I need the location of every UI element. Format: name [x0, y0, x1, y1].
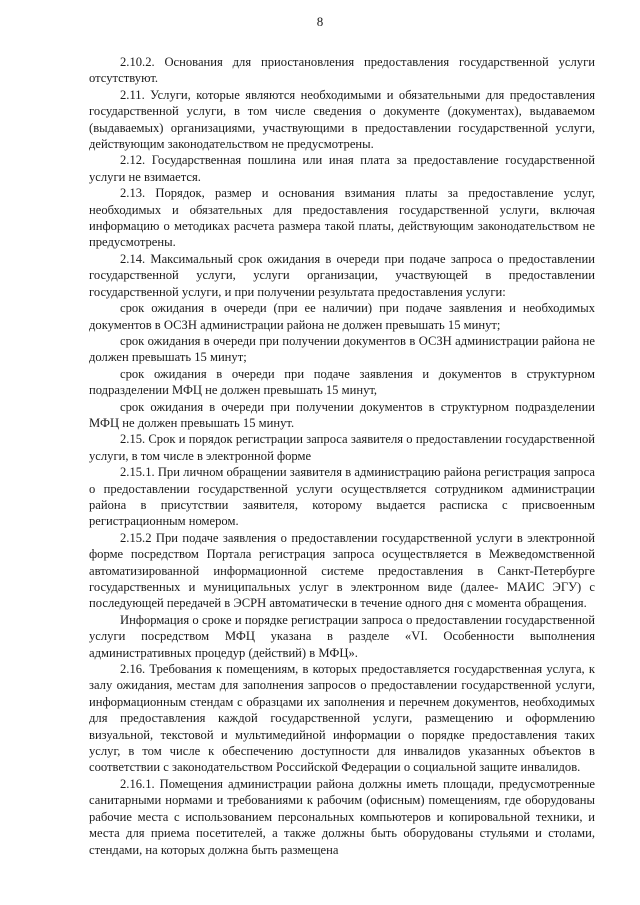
- paragraph-2-15: 2.15. Срок и порядок регистрации запроса заявителя о предоставлении государственной услуги, в том числе в электронной форме: [89, 432, 595, 463]
- paragraph-2-15-1: 2.15.1. При личном обращении заявителя в администрацию района регистрация запроса о предоставлении государственной услуги осуществляется сотрудником администрации района в присутствии заявителя, которому выдается расписка с присвоенным регистрационным номером.: [89, 465, 595, 529]
- paragraph-2-12: 2.12. Государственная пошлина или иная плата за предоставление государственной услуги не взимается.: [89, 153, 595, 184]
- paragraph-wait-time-receipt-oszn: срок ожидания в очереди при получении документов в ОСЗН администрации района не должен превышать 15 минут;: [89, 333, 595, 365]
- paragraph-mfc-registration-info: Информация о сроке и порядке регистрации запроса о предоставлении государственной услуги посредством МФЦ указана в разделе «VI. Особенности выполнения административных процедур (действий) в МФЦ».: [89, 612, 595, 660]
- page-number: 8: [316, 14, 324, 29]
- paragraph-wait-time-submission-mfc: срок ожидания в очереди при подаче заявления и документов в структурном подразделении МФЦ не должен превышать 15 минут,: [89, 366, 595, 398]
- paragraph-2-16: 2.16. Требования к помещениям, в которых предоставляется государственная услуга, к залу ожидания, местам для заполнения запросов о предоставлении государственной услуги, информационным стендам с образцами их заполнения и перечнем документов, необходимых для предоставления каждой государственной услуги, размещению и оформлению визуальной, текстовой и мультимедийной информации о порядке предоставления таких услуг, в том числе к обеспечению доступности для инвалидов указанных объектов в соответствии с законодательством Российской Федерации о социальной защите инвалидов.: [89, 662, 595, 775]
- paragraph-wait-time-receipt-mfc: срок ожидания в очереди при получении документов в структурном подразделении МФЦ не должен превышать 15 минут.: [89, 399, 595, 430]
- document-body: [89, 54, 595, 858]
- paragraph-2-11: 2.11. Услуги, которые являются необходимыми и обязательными для предоставления государственной услуги, в том числе сведения о документе (документах), выдаваемом (выдаваемых) организациями, участвующими в предоставлении государственной услуги, действующим законодательством не предусмотрены.: [89, 87, 595, 152]
- paragraph-2-14: 2.14. Максимальный срок ожидания в очереди при подаче запроса о предоставлении государственной услуги, услуги организации, участвующей в предоставлении государственной услуги, и при получении результата предоставления услуги:: [89, 251, 595, 299]
- paragraph-2-15-2: 2.15.2 При подаче заявления о предоставлении государственной услуги в электронной форме посредством Портала регистрация запроса осуществляется в Межведомственной автоматизированной информационной системе предоставления в Санкт-Петербурге государственных и муниципальных услуг в электронном виде (далее- МАИС ЭГУ) с последующей передачей в ЭСРН автоматически в течение одного дня с момента обращения.: [89, 530, 595, 611]
- paragraph-2-16-1: 2.16.1. Помещения администрации района должны иметь площади, предусмотренные санитарными нормами и требованиями к рабочим (офисным) помещениям, где оборудованы рабочие места с использованием персональных компьютеров и копировальной техники, и места для приема посетителей, а также должны быть оборудованы стульями и столами, стендами, на которых должна быть размещена: [89, 776, 595, 857]
- paragraph-2-10-2: 2.10.2. Основания для приостановления предоставления государственной услуги отсутствуют.: [89, 55, 595, 86]
- paragraph-wait-time-submission-oszn: срок ожидания в очереди (при ее наличии) при подаче заявления и необходимых документов в ОСЗН администрации района не должен превышать 15 минут;: [89, 301, 595, 332]
- paragraph-2-13: 2.13. Порядок, размер и основания взимания платы за предоставление услуг, необходимых и обязательных для предоставления государственной услуги, включая информацию о методиках расчета размера такой платы, действующим законодательством не предусмотрены.: [89, 186, 595, 250]
